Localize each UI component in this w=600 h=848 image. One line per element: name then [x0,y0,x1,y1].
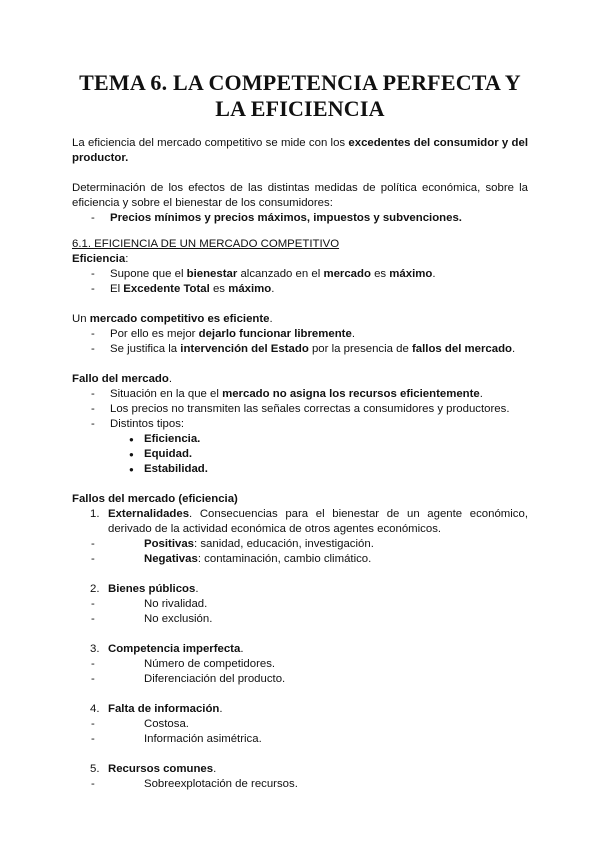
list-item: - No exclusión. [72,612,528,627]
eficiencia-list [72,267,528,297]
eficiencia-heading: Eficiencia: [72,253,129,265]
section-heading: 6.1. EFICIENCIA DE UN MERCADO COMPETITIVO [72,238,340,250]
mercado-list [72,327,528,357]
list-item: 3. Competencia imperfecta. - Número de competidores. - Diferenciación del producto. [72,642,528,687]
list-item: - Diferenciación del producto. [72,672,528,687]
intro-bold: excedentes del consumidor y del productor. [72,137,528,164]
list-item: ● Equidad. [72,447,528,462]
fallo-heading: Fallo del mercado. [72,373,173,385]
list-item: - Precios mínimos y precios máximos, impuestos y subvenciones. [72,211,528,226]
page-title: TEMA 6. LA COMPETENCIA PERFECTA Y LA EFICIENCIA [79,70,521,121]
list-item: 2. Bienes públicos. - No rivalidad. - No exclusión. [72,582,528,627]
list-item: - El Excedente Total es máximo. [72,282,528,297]
list-item: 1. Externalidades. Consecuencias para el bienestar de un agente económico, derivado de la actividad económica de otros agentes económicos. - Positivas: sanidad, educación, investigación. - Negativas: contaminación, cambio climático. [72,507,528,567]
tipos-list [72,432,528,477]
list-item: ● Estabilidad. [72,462,528,477]
sub-list [72,717,528,747]
fallos-eficiencia-heading: Fallos del mercado (eficiencia) [72,493,238,505]
list-item: - Supone que el bienestar alcanzado en el mercado es máximo. [72,267,528,282]
document-page [72,70,528,792]
list-item: 4. Falta de información. - Costosa. - Información asimétrica. [72,702,528,747]
fallos-eficiencia-list [72,507,528,792]
sub-list [72,537,528,567]
list-item: - Sobreexplotación de recursos. [72,777,528,792]
list-item: ● Eficiencia. [72,432,528,447]
intro-paragraph [72,136,528,166]
list-item: - Se justifica la intervención del Estado por la presencia de fallos del mercado. [72,342,528,357]
list-item: - Positivas: sanidad, educación, investigación. [72,537,528,552]
list-item: - Información asimétrica. [72,732,528,747]
sub-list [72,597,528,627]
list-item: - Situación en la que el mercado no asigna los recursos eficientemente. [72,387,528,402]
list-item: - No rivalidad. [72,597,528,612]
list-item: - Costosa. [72,717,528,732]
intro-text: La eficiencia del mercado competitivo se mide con los [72,137,349,149]
list-item: - Negativas: contaminación, cambio climático. [72,552,528,567]
list-item: - Número de competidores. [72,657,528,672]
list-item: - Por ello es mejor dejarlo funcionar libremente. [72,327,528,342]
list-item: 5. Recursos comunes. - Sobreexplotación de recursos. [72,762,528,792]
mercado-paragraph: Un mercado competitivo es eficiente. [72,313,273,325]
list-item: - Los precios no transmiten las señales correctas a consumidores y productores. [72,402,528,417]
determinacion-paragraph: Determinación de los efectos de las distintas medidas de política económica, sobre la eficiencia y sobre el bienestar de los consumidores: [72,182,528,209]
list-item: - Distintos tipos: [72,417,528,432]
sub-list [72,657,528,687]
determinacion-list [72,211,528,226]
fallo-list [72,387,528,432]
sub-list [72,777,528,792]
